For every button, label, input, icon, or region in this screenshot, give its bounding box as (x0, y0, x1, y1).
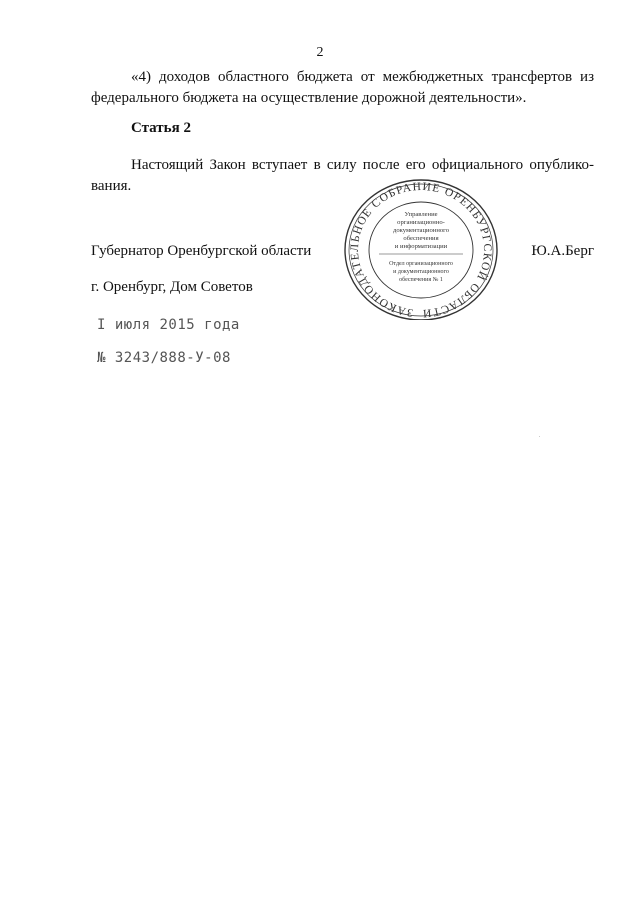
svg-text:организационно-: организационно- (397, 219, 445, 226)
paragraph-entry-into-force: Настоящий Закон вступает в силу после его официального опублико-вания. (91, 157, 594, 194)
svg-text:Управление: Управление (404, 211, 438, 218)
article-heading: Статья 2 (131, 120, 191, 136)
svg-text:ЗАКОНОДАТЕЛЬНОЕ СОБРАНИЕ ОРЕНБ: ЗАКОНОДАТЕЛЬНОЕ СОБРАНИЕ ОРЕНБУРГСКОЙ ОБЛАСТИ (348, 180, 494, 320)
date-stamp: I июля 2015 года (97, 317, 240, 333)
official-seal-icon (341, 174, 501, 320)
page-number: 2 (316, 45, 324, 60)
svg-text:документационного: документационного (392, 227, 450, 234)
signer-title: Губернатор Оренбургской области (91, 243, 312, 259)
signer-name: Ю.А.Берг (531, 243, 594, 259)
svg-text:и документационного: и документационного (393, 269, 449, 275)
law-number-stamp: № 3243/888-У-08 (97, 350, 231, 366)
scan-speck (539, 436, 540, 437)
svg-text:Отдел организационного: Отдел организационного (389, 261, 453, 267)
signing-place: г. Оренбург, Дом Советов (91, 279, 253, 295)
svg-text:обеспечения № 1: обеспечения № 1 (399, 277, 443, 283)
svg-text:обеспечения: обеспечения (403, 235, 439, 242)
svg-text:и информатизации: и информатизации (394, 243, 448, 250)
paragraph-amendment: «4) доходов областного бюджета от межбюджетных трансфертов из федерального бюджета на осуществление дорожной деятельности». (91, 69, 594, 106)
